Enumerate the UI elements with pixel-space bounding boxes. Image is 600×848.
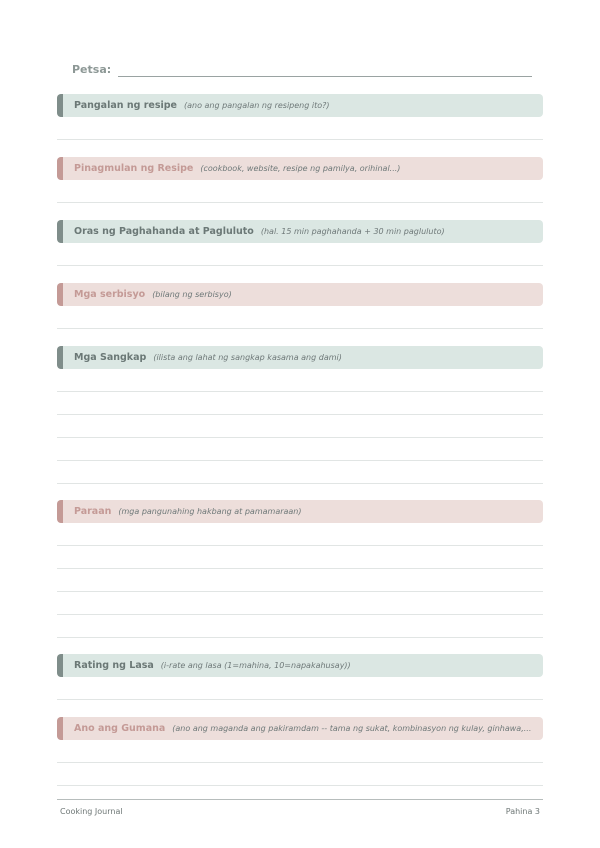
writing-line[interactable] [57, 523, 543, 546]
section-title: Mga serbisyo [74, 289, 146, 300]
section-header [57, 157, 543, 180]
writing-line[interactable] [57, 461, 543, 484]
writing-line[interactable] [57, 438, 543, 461]
section-hint: (hal. 15 min paghahanda + 30 min pagluluto) [260, 227, 445, 236]
section-title: Paraan [74, 506, 112, 517]
section [57, 283, 543, 306]
section-header [57, 500, 543, 523]
section-title: Pinagmulan ng Resipe [74, 163, 194, 174]
writing-line[interactable] [57, 615, 543, 638]
writing-line[interactable] [57, 677, 543, 700]
section-hint: (bilang ng serbisyo) [152, 290, 232, 299]
writing-lines [57, 180, 543, 203]
writing-line[interactable] [57, 415, 543, 438]
section-hint: (ano ang maganda ang pakiramdam -- tama ng sukat, kombinasyon ng kulay, ginhawa,... [172, 724, 532, 733]
writing-line[interactable] [57, 546, 543, 569]
writing-lines [57, 306, 543, 329]
section-title: Oras ng Paghahanda at Pagluluto [74, 226, 254, 237]
section-title: Rating ng Lasa [74, 660, 154, 671]
section-hint: (ilista ang lahat ng sangkap kasama ang dami) [153, 353, 342, 362]
section-hint: (i-rate ang lasa (1=mahina, 10=napakahusay)) [160, 661, 351, 670]
writing-line[interactable] [57, 369, 543, 392]
section [57, 220, 543, 243]
writing-lines [57, 369, 543, 484]
section-header [57, 283, 543, 306]
section-title: Pangalan ng resipe [74, 100, 177, 111]
section-header [57, 346, 543, 369]
writing-lines [57, 677, 543, 700]
page-number: Pahina 3 [505, 807, 540, 816]
section-header [57, 654, 543, 677]
writing-lines [57, 117, 543, 140]
section-header [57, 717, 543, 740]
section-title: Ano ang Gumana [74, 723, 166, 734]
section-hint: (cookbook, website, resipe ng pamilya, orihinal...) [200, 164, 401, 173]
footer-divider [57, 799, 543, 800]
writing-lines [57, 740, 543, 786]
footer-title: Cooking Journal [60, 807, 123, 816]
writing-line[interactable] [57, 592, 543, 615]
writing-line[interactable] [57, 180, 543, 203]
section-header [57, 220, 543, 243]
section [57, 157, 543, 180]
writing-line[interactable] [57, 740, 543, 763]
section-title: Mga Sangkap [74, 352, 147, 363]
writing-line[interactable] [57, 392, 543, 415]
section [57, 94, 543, 117]
date-field[interactable] [118, 76, 532, 77]
section [57, 654, 543, 677]
writing-line[interactable] [57, 243, 543, 266]
section-hint: (ano ang pangalan ng resipeng ito?) [183, 101, 330, 110]
section-header [57, 94, 543, 117]
section [57, 346, 543, 369]
writing-line[interactable] [57, 117, 543, 140]
writing-lines [57, 523, 543, 638]
writing-line[interactable] [57, 306, 543, 329]
writing-line[interactable] [57, 569, 543, 592]
section-hint: (mga pangunahing hakbang at pamamaraan) [118, 507, 302, 516]
date-label: Petsa: [72, 63, 112, 76]
section [57, 500, 543, 523]
date-row [72, 62, 532, 80]
writing-line[interactable] [57, 763, 543, 786]
section [57, 717, 543, 740]
writing-lines [57, 243, 543, 266]
